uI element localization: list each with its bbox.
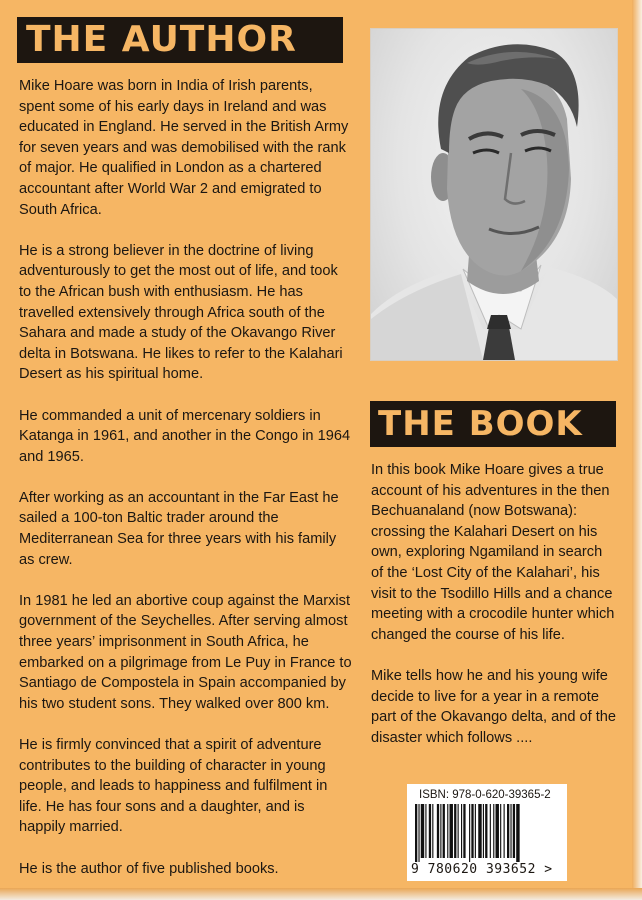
barcode-bar xyxy=(429,804,431,858)
barcode-bar xyxy=(475,804,476,858)
author-paragraph-4: After working as an accountant in the Far East he sailed a 100-ton Baltic trader around the Mediterranean Sea for three years with his family as crew. xyxy=(19,489,339,568)
isbn-label: ISBN: 978-0-620-39365-2 xyxy=(419,789,551,801)
barcode-bar xyxy=(437,804,439,858)
barcode-bar xyxy=(490,804,491,858)
author-paragraph-2: He is a strong believer in the doctrine of living adventurously to get the most out of life, and took to the African bush with enthusiasm. He has travelled extensively through Africa south of the Sahara and made a study of the Okavango River delta in Botswana. He likes to refer to the Kalahari Desert as his spiritual home. xyxy=(19,242,343,383)
cover-right-edge xyxy=(632,0,642,900)
author-portrait-photo xyxy=(371,29,617,360)
barcode-bar xyxy=(496,804,499,858)
barcode-bar xyxy=(454,804,456,858)
author-heading: THE AUTHOR xyxy=(17,17,343,63)
barcode-bar xyxy=(507,804,509,858)
author-paragraph-6: He is firmly convinced that a spirit of adventure contributes to the building of character in young people, and leads to happiness and fulfilment in life. He has four sons and a daughter, and is happily married. xyxy=(19,737,328,836)
barcode-bar xyxy=(463,804,465,858)
barcode-bar xyxy=(471,804,473,858)
barcode-bar xyxy=(432,804,433,858)
book-paragraph-2: Mike tells how he and his young wife decide to live for a year in a remote part of the Okavango delta, and of the disaster which follows .... xyxy=(371,667,617,746)
barcode-bar xyxy=(483,804,484,858)
barcode-bar xyxy=(493,804,494,858)
author-paragraph-7: He is the author of five published books. xyxy=(19,860,279,877)
book-heading: THE BOOK xyxy=(370,401,616,447)
barcode-bar xyxy=(415,804,417,862)
barcode-bar xyxy=(500,804,501,858)
barcode-number: 9 780620 393652 > xyxy=(411,862,553,877)
isbn-barcode xyxy=(407,784,567,881)
barcode-bar xyxy=(478,804,481,858)
barcode-bar xyxy=(513,804,515,858)
author-paragraph-1: Mike Hoare was born in India of Irish parents, spent some of his early days in Ireland and was educated in England. He served in the British Army for seven years and was demobilised with the rank of major. He qualified in London as a chartered accountant after World War 2 and emigrated to South Africa. xyxy=(19,78,349,218)
book-paragraph-1: In this book Mike Hoare gives a true account of his adventures in the then Bechuanaland (now Botswana): crossing the Kalahari Desert on his own, exploring Ngamiland in search of the ‘Lost City of the Kalahari’, his visit to the Tsodillo Hills and a chance meeting with a crocodile hunter which changed the course of his life. xyxy=(371,462,615,643)
barcode-bar xyxy=(421,804,424,858)
barcode-bar xyxy=(458,804,459,858)
barcode-bar xyxy=(450,804,453,858)
author-paragraph-5: In 1981 he led an abortive coup against the Marxist government of the Seychelles. After serving almost three years’ imprisonment in South Africa, he embarked on a pilgrimage from Le Puy in France to Santiago de Compostela in Spain accompanied by his two student sons. They walked over 800 km. xyxy=(19,592,352,712)
barcode-bars xyxy=(415,804,555,862)
barcode-bar xyxy=(440,804,441,858)
barcode-bar xyxy=(510,804,511,858)
barcode-bar xyxy=(447,804,448,858)
barcode-bar xyxy=(485,804,487,858)
barcode-bar xyxy=(469,804,470,862)
barcode-bar xyxy=(443,804,445,858)
author-paragraph-3: He commanded a unit of mercenary soldiers in Katanga in 1961, and another in the Congo in 1964 and 1965. xyxy=(19,407,351,465)
book-text xyxy=(371,460,617,769)
barcode-bar xyxy=(504,804,505,858)
author-text xyxy=(19,76,352,900)
barcode-bar xyxy=(516,804,519,862)
barcode-bar xyxy=(461,804,462,858)
barcode-bar xyxy=(418,804,419,862)
barcode-bar xyxy=(425,804,426,858)
